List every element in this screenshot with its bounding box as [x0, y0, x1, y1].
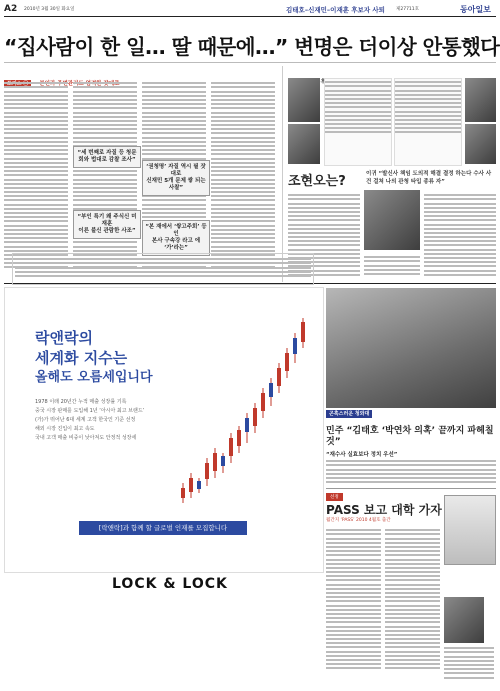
pass-ad-col-2	[385, 527, 440, 677]
candidate-photo-3	[465, 78, 496, 122]
article-2-headline: 조현오는?	[288, 174, 346, 189]
article-3-caption	[326, 410, 496, 417]
subhead-2: “부인 특기 왜 주식신 미재훈 이른 불신 관람한 사조”	[73, 210, 141, 239]
subhead-4: “본 재에서 ‘쌓고주회’ 등인 본사 구속강 라고 에 ‘가’라는”	[142, 220, 210, 256]
date: 2010년 3월 30일 화요일	[24, 7, 75, 12]
subhead-1: “세 번째로 자질 등 청문회와 법대로 감찰 조사”	[73, 146, 141, 168]
headline-divider	[4, 62, 496, 63]
article-2-photo	[364, 190, 420, 250]
lock-logo: LOCK & LOCK	[112, 576, 228, 592]
article-3-headline: 민주 “김태호 ‘박연차 의혹’ 끝까지 파헤칠 것”	[326, 426, 494, 447]
article-3-body	[326, 458, 496, 486]
recruit-table	[12, 253, 314, 285]
article-1-col-1	[4, 80, 68, 280]
article-3-kicker: “재수사 실효보다 정치 우선”	[326, 452, 398, 458]
article-2-kicker: 이귀 “발신사 책임 도의적 해결 결정 하는다 수사 사건 걸쳐 나의 관청 타입 종류 자”	[366, 171, 492, 185]
locknlock-ad	[4, 287, 324, 573]
article-1-col-4	[211, 80, 275, 280]
ad-title: 락앤락의 세계화 지수는 올해도 오름세입니다	[35, 329, 153, 385]
article-1-col-2	[73, 80, 137, 280]
pass-ad-col-3	[444, 645, 494, 681]
ad-recruit-banner: [락앤락]과 함께 할 글로벌 인재를 모집합니다	[79, 521, 247, 535]
table-cell-left	[324, 78, 392, 166]
ad-bullets: 1978 이래 20년간 누적 매출 성장률 기록 중국 시장 판매를 도입해 1년 ‘아시아 최고 브랜드’ (가)가 뛰어난 6대 세계 고객 한국인 기준 선정 해외 시장 진입이 최고 속도 국내 고객 매출 비중이 낮아져도 안정적 성장세	[35, 399, 145, 441]
candidate-photo-2	[288, 124, 320, 164]
article-3-tag: 곤혹스러운 청와대	[326, 410, 372, 418]
section-title: 김태호–신재민–이재훈 후보자 사퇴	[286, 6, 385, 14]
lock-logo-bar	[4, 573, 322, 595]
candidate-photo-1	[288, 78, 320, 122]
pass-ad-subtitle: 월간지 ‘PASS’ 2010 4월호 출간	[326, 518, 391, 523]
column-divider	[282, 66, 283, 282]
pass-ad	[326, 488, 496, 689]
main-headline: “집사람이 한 일… 딸 때문에…” 변명은 더이상 안통했다	[4, 35, 500, 59]
pass-magazine-cover	[444, 495, 496, 565]
article-1-kicker: 주변관리도	[57, 81, 84, 87]
page-number: A2	[4, 4, 18, 14]
paper-logo: 동아일보	[460, 5, 491, 14]
subhead-3: ‘권청명’ 자질 역시 필 잣대로 신재민 5개 문제 쌓 되는 사찰”	[142, 160, 210, 196]
candidate-photo-4	[465, 124, 496, 164]
article-3-photo	[326, 288, 496, 408]
masthead	[4, 4, 496, 17]
pass-ad-tag: 선정	[326, 493, 343, 501]
issue-number: 제27711호	[396, 7, 420, 12]
article-2-col-2	[364, 254, 420, 280]
ad-candlestick-graphic	[175, 308, 315, 513]
pass-ad-col-1	[326, 527, 381, 677]
article-2-col-3	[424, 192, 496, 280]
pass-ad-photo	[444, 597, 484, 643]
table-cell-right	[394, 78, 462, 166]
pass-ad-title: PASS 보고 대학 가자	[326, 503, 442, 517]
